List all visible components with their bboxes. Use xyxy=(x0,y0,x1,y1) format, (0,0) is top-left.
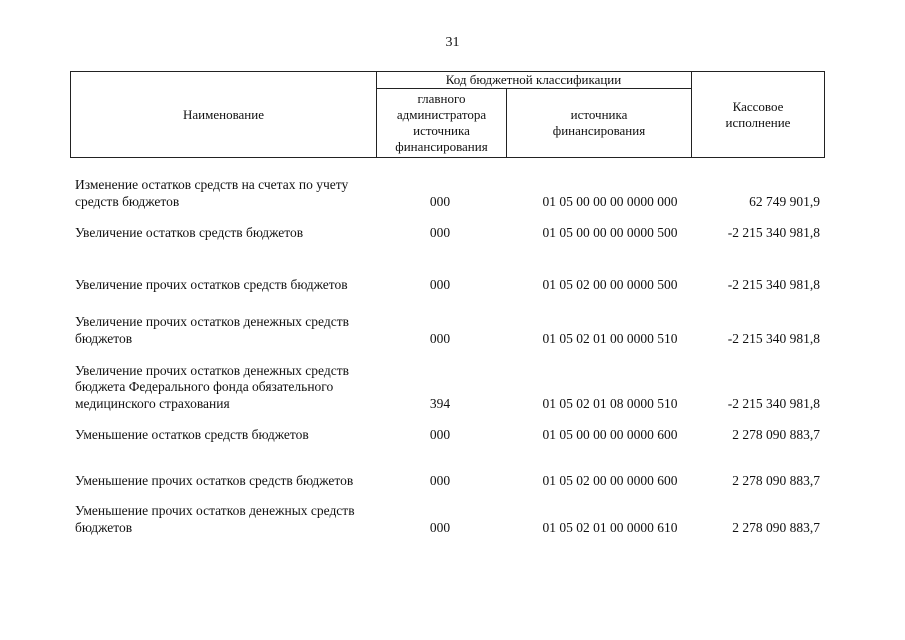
row-amount: 2 278 090 883,7 xyxy=(732,519,820,535)
row-admin-code: 000 xyxy=(429,330,451,346)
row-amount: -2 215 340 981,8 xyxy=(727,330,820,346)
row-source-code: 01 05 00 00 00 0000 000 xyxy=(542,193,678,209)
row-source-code: 01 05 02 00 00 0000 600 xyxy=(542,472,678,488)
table-row xyxy=(70,456,825,489)
table-row xyxy=(70,362,825,412)
row-source-code: 01 05 02 01 00 0000 610 xyxy=(542,519,678,535)
row-name: Уменьшение прочих остатков средств бюджетов xyxy=(75,472,354,488)
header-amount: Кассовое исполнение xyxy=(725,98,791,130)
row-source-code: 01 05 02 01 08 0000 510 xyxy=(542,395,678,411)
row-source-code: 01 05 00 00 00 0000 500 xyxy=(542,224,678,240)
row-amount: -2 215 340 981,8 xyxy=(727,276,820,292)
row-admin-code: 000 xyxy=(429,224,451,240)
row-name: Изменение остатков средств на счетах по учету средств бюджетов xyxy=(75,177,349,209)
header-source: источника финансирования xyxy=(552,107,646,138)
row-admin-code: 000 xyxy=(429,519,451,535)
row-admin-code: 000 xyxy=(429,193,451,209)
table-row xyxy=(70,260,825,293)
row-admin-code: 000 xyxy=(429,426,451,442)
table-row xyxy=(70,503,825,536)
row-source-code: 01 05 02 01 00 0000 510 xyxy=(542,330,678,346)
row-amount: -2 215 340 981,8 xyxy=(727,224,820,240)
row-name: Увеличение остатков средств бюджетов xyxy=(75,224,304,240)
row-source-code: 01 05 02 00 00 0000 500 xyxy=(542,276,678,292)
table-row xyxy=(70,426,825,443)
page-number: 31 xyxy=(445,35,460,50)
row-name: Уменьшение прочих остатков денежных средств бюджетов xyxy=(75,503,355,535)
header-admin: главного администратора источника финансирования xyxy=(395,91,488,154)
table-row xyxy=(70,314,825,347)
row-name: Уменьшение остатков средств бюджетов xyxy=(75,426,309,442)
row-amount: 2 278 090 883,7 xyxy=(732,426,820,442)
row-source-code: 01 05 00 00 00 0000 600 xyxy=(542,426,678,442)
table-header xyxy=(70,71,825,158)
table-row xyxy=(70,224,825,241)
row-amount: -2 215 340 981,8 xyxy=(727,395,820,411)
row-name: Увеличение прочих остатков денежных средств бюджетов xyxy=(75,314,349,346)
row-admin-code: 000 xyxy=(429,276,451,292)
row-name: Увеличение прочих остатков денежных средств бюджета Федерального фонда обязательного медицинского страхования xyxy=(75,362,349,411)
table-row xyxy=(70,177,825,210)
header-code-group: Код бюджетной классификации xyxy=(445,72,622,87)
row-name: Увеличение прочих остатков средств бюджетов xyxy=(75,276,348,292)
row-admin-code: 000 xyxy=(429,472,451,488)
row-amount: 62 749 901,9 xyxy=(749,193,820,209)
header-name: Наименование xyxy=(183,106,264,122)
row-amount: 2 278 090 883,7 xyxy=(732,472,820,488)
row-admin-code: 394 xyxy=(429,395,451,411)
